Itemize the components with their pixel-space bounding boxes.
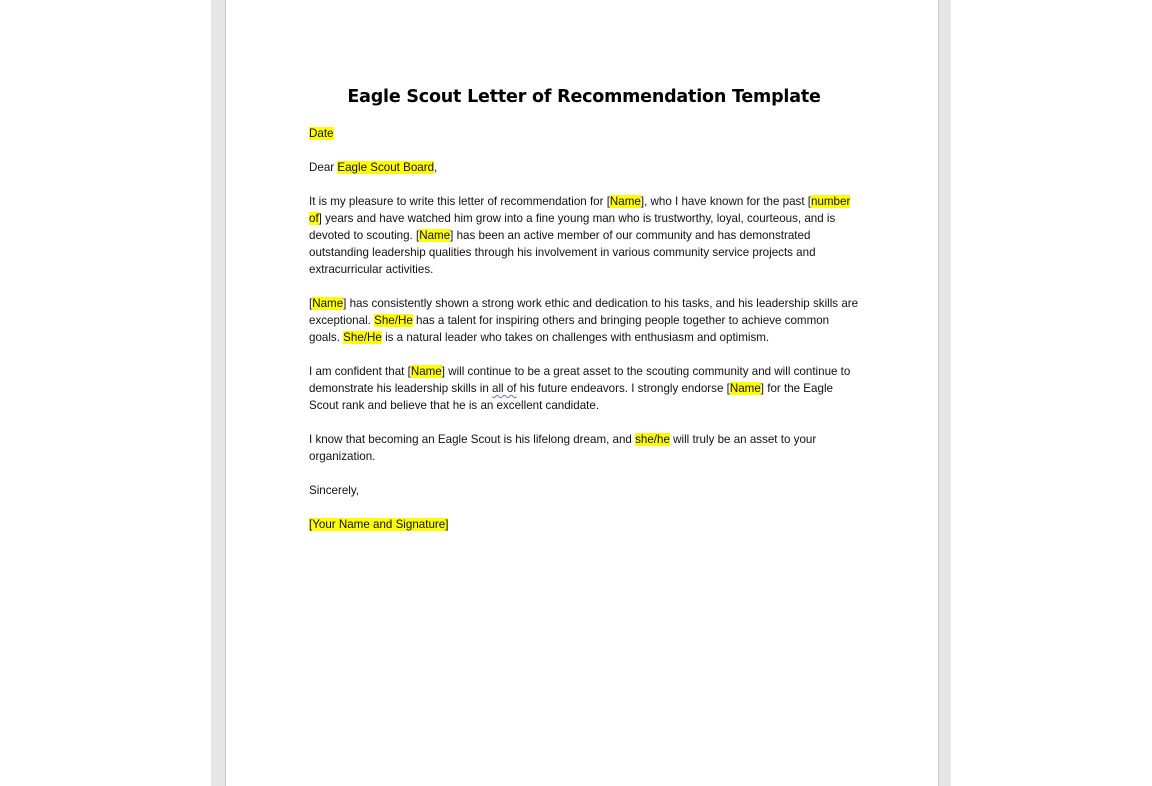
signature-placeholder: [Your Name and Signature]: [309, 518, 449, 531]
document-page[interactable]: [226, 0, 938, 786]
salutation-suffix: ,: [434, 161, 438, 174]
paragraph-3: [309, 363, 859, 414]
p3-text-4: ] for the Eagle Scout rank and believe that he is an excellent candidate.: [309, 382, 833, 412]
pronoun-placeholder: She/He: [374, 314, 413, 327]
name-placeholder: Name: [729, 382, 761, 395]
document-title: Eagle Scout Letter of Recommendation Template: [347, 87, 821, 107]
date-line: [309, 125, 859, 142]
p3-text-2: ] will continue to be a great asset to the scouting community and will continue to demonstrate his leadership skills in: [309, 365, 851, 395]
name-placeholder: Name: [609, 195, 641, 208]
right-page-margin: [938, 0, 951, 786]
signature-line: [309, 516, 859, 533]
p2-text-2: ] has consistently shown a strong work ethic and dedication to his tasks, and his leadership skills are exceptional.: [309, 297, 859, 327]
p2-text-1: [: [309, 297, 313, 310]
name-placeholder: Name: [312, 297, 344, 310]
name-placeholder: Name: [419, 229, 451, 242]
paragraph-2: [309, 295, 859, 346]
p1-text-4: ] has been an active member of our community and has demonstrated outstanding leadership qualities through his involvement in various community service projects and extracurricular activities.: [309, 229, 816, 276]
left-page-margin: [211, 0, 226, 786]
recipient-placeholder: Eagle Scout Board: [337, 161, 435, 174]
document-body[interactable]: [309, 85, 859, 550]
salutation: [309, 159, 859, 176]
p3-text-3: his future endeavors. I strongly endorse [: [516, 382, 730, 395]
p4-text-1: I know that becoming an Eagle Scout is his lifelong dream, and: [309, 433, 636, 446]
p3-text-1: I am confident that [: [309, 365, 411, 378]
p4-text-2: will truly be an asset to your organization.: [309, 433, 817, 463]
p1-text-3: ] years and have watched him grow into a fine young man who is trustworthy, loyal, courteous, and is devoted to scouting. [: [309, 212, 836, 242]
date-placeholder: Date: [309, 127, 334, 140]
p2-text-4: is a natural leader who takes on challenges with enthusiasm and optimism.: [381, 331, 770, 344]
grammar-flagged-text[interactable]: all of: [492, 382, 517, 395]
number-placeholder: number of: [309, 195, 851, 225]
pronoun-placeholder: She/He: [343, 331, 382, 344]
p1-text-1: It is my pleasure to write this letter of recommendation for [: [309, 195, 610, 208]
name-placeholder: Name: [410, 365, 442, 378]
p2-text-3: has a talent for inspiring others and bringing people together to achieve common goals.: [309, 314, 830, 344]
closing: Sincerely,: [309, 484, 360, 497]
salutation-prefix: Dear: [309, 161, 338, 174]
p1-text-2: ], who I have known for the past [: [640, 195, 811, 208]
paragraph-1: [309, 193, 859, 278]
paragraph-4: [309, 431, 859, 465]
pronoun-placeholder: she/he: [635, 433, 670, 446]
